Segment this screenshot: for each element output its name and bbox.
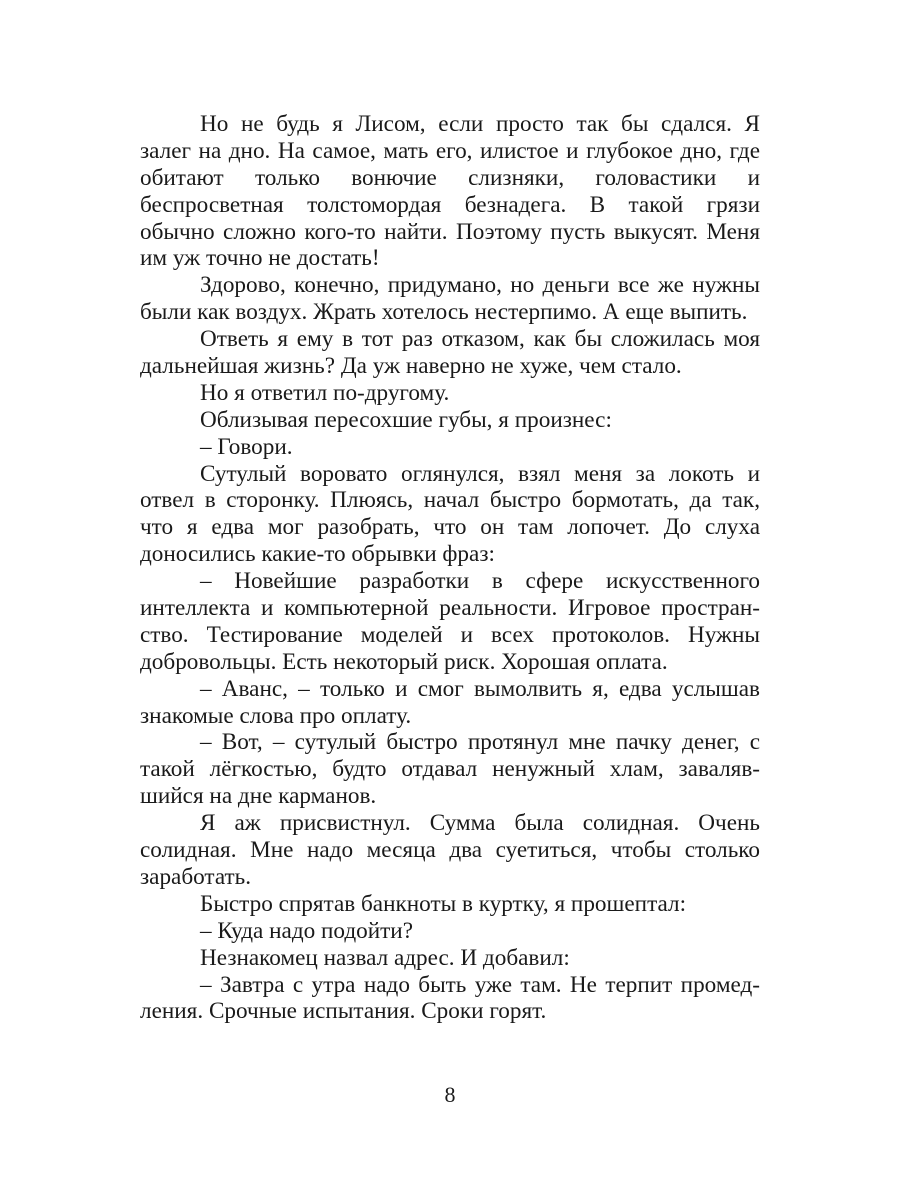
page-number: 8 — [444, 1082, 456, 1107]
text-line: Но я ответил по-другому. — [200, 379, 450, 406]
text-line: заработать. — [140, 863, 252, 890]
text-line: отвел в сторонку. Плюясь, начал быстро бормотать, да так, — [140, 487, 760, 514]
text-line: обычно сложно кого-то найти. Поэтому пусть выкусят. Меня — [140, 218, 760, 245]
text-line: – Вот, – сутулый быстро протянул мне пачку денег, с — [200, 729, 760, 756]
text-line: обитают только вонючие слизняки, головастики и — [140, 164, 760, 191]
text-line: шийся на дне карманов. — [140, 783, 377, 810]
text-line: Я аж присвистнул. Сумма была солидная. Очень — [200, 810, 760, 837]
text-line: – Аванс, – только и смог вымолвить я, едва услышав — [200, 675, 760, 702]
text-line: залег на дно. На самое, мать его, илистое и глубокое дно, где — [140, 137, 760, 164]
text-line: – Куда надо подойти? — [200, 917, 413, 944]
text-line: Но не будь я Лисом, если просто так бы сдался. Я — [200, 111, 760, 137]
text-line: – Завтра с утра надо быть уже там. Не терпит промед- — [200, 971, 760, 998]
text-line: интеллекта и компьютерной реальности. Игровое простран- — [140, 595, 760, 622]
text-line: знакомые слова про оплату. — [140, 702, 412, 729]
text-line: Быстро спрятав банкноты в куртку, я прошептал: — [200, 890, 687, 917]
text-line: Ответь я ему в тот раз отказом, как бы сложилась моя — [200, 326, 760, 353]
text-line: им уж точно не достать! — [140, 245, 380, 272]
text-line: добровольцы. Есть некоторый риск. Хорошая оплата. — [140, 648, 668, 675]
text-line: ство. Тестирование моделей и всех протоколов. Нужны — [140, 621, 760, 648]
text-line: беспросветная толстомордая безнадега. В такой грязи — [140, 191, 760, 218]
text-line: дальнейшая жизнь? Да уж наверно не хуже, чем стало. — [140, 353, 682, 380]
text-line: Облизывая пересохшие губы, я произнес: — [200, 406, 612, 433]
body-text — [140, 111, 760, 1025]
text-line: были как воздух. Жрать хотелось нестерпимо. А еще выпить. — [140, 299, 748, 326]
text-line: такой лёгкостью, будто отдавал ненужный хлам, заваляв- — [140, 756, 760, 783]
text-line: ления. Срочные испытания. Сроки горят. — [140, 998, 547, 1025]
text-line: – Говори. — [200, 433, 293, 460]
text-line: Незнакомец назвал адрес. И добавил: — [200, 944, 570, 971]
text-line: что я едва мог разобрать, что он там лопочет. До слуха — [140, 514, 760, 541]
text-line: Сутулый воровато оглянулся, взял меня за локоть и — [200, 460, 760, 487]
text-line: солидная. Мне надо месяца два суетиться, чтобы столько — [140, 837, 760, 864]
text-line: Здорово, конечно, придумано, но деньги все же нужны — [200, 272, 760, 299]
text-line: доносились какие-то обрывки фраз: — [140, 541, 495, 568]
text-line: – Новейшие разработки в сфере искусственного — [200, 568, 760, 595]
